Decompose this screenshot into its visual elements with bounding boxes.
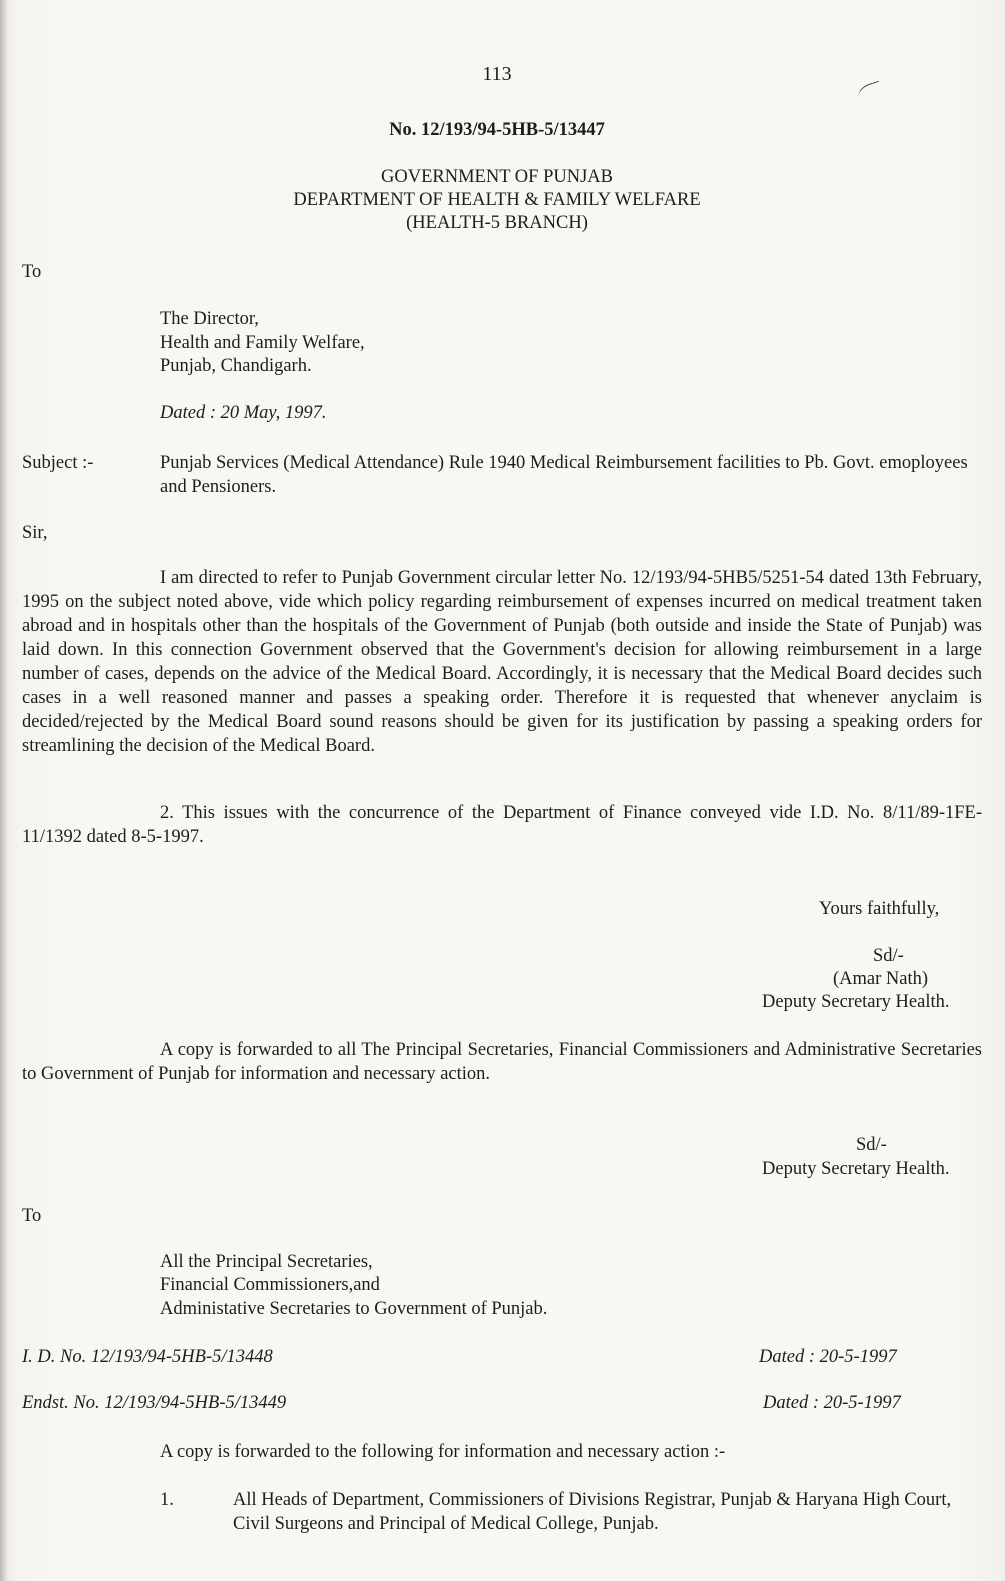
signature-sd: Sd/-: [856, 1135, 887, 1155]
letter-number: No. 12/193/94-5HB-5/13447: [389, 120, 605, 140]
reference-date: Dated : 20-5-1997: [759, 1347, 897, 1367]
to-label: To: [22, 1206, 42, 1226]
addressee-line: The Director,: [160, 309, 259, 329]
subject-text: Punjab Services (Medical Attendance) Rule 1940 Medical Reimbursement facilities to Pb. Govt. emoployees and Pensioners.: [160, 453, 968, 497]
list-item-text: All Heads of Department, Commissioners of Divisions Registrar, Punjab & Haryana High Court, Civil Surgeons and Principal of Medical College, Punjab.: [233, 1490, 952, 1534]
department-heading: DEPARTMENT OF HEALTH & FAMILY WELFARE: [293, 190, 701, 210]
addressee-line: Health and Family Welfare,: [160, 333, 365, 353]
list-item-number: 1.: [160, 1490, 174, 1510]
addressee-line: Financial Commissioners,and: [160, 1275, 380, 1295]
reference-number: I. D. No. 12/193/94-5HB-5/13448: [22, 1347, 273, 1367]
copy-forward-intro: A copy is forwarded to the following for information and necessary action :-: [160, 1442, 726, 1462]
government-heading: GOVERNMENT OF PUNJAB: [381, 167, 613, 187]
body-paragraph-1: I am directed to refer to Punjab Government circular letter No. 12/193/94-5HB5/5251-54 dated 13th February, 1995 on the subject noted above, vide which policy regarding reimbursement of expenses incurred on medical treatment taken abroad and in hospitals other than the hospitals of the Government of Punjab (both outside and inside the State of Punjab) was laid down. In this connection Government observed that the Government's decision for allowing reimbursement in a large number of cases, depends on the advice of the Medical Board. Accordingly, it is necessary that the Medical Board decides such cases in a well reasoned manner and passes a speaking order. Therefore it is requested that whenever anyclaim is decided/rejected by the Medical Board sound reasons should be given for its justification by passing a speaking orders for streamlining the decision of the Medical Board.: [22, 568, 982, 756]
scan-edge-shadow: [0, 0, 8, 1581]
reference-date: Dated : 20-5-1997: [763, 1393, 901, 1413]
to-label: To: [22, 262, 42, 282]
branch-heading: (HEALTH-5 BRANCH): [406, 213, 588, 233]
addressee-line: Administative Secretaries to Government of Punjab.: [160, 1299, 548, 1319]
signature-sd: Sd/-: [873, 946, 904, 966]
body-paragraph-2: 2. This issues with the concurrence of the Department of Finance conveyed vide I.D. No. 8/11/89-1FE-11/1392 dated 8-5-1997.: [22, 803, 982, 847]
addressee-line: All the Principal Secretaries,: [160, 1252, 373, 1272]
salutation: Sir,: [22, 523, 48, 543]
addressee-line: Punjab, Chandigarh.: [160, 356, 312, 376]
copy-forward-paragraph: A copy is forwarded to all The Principal Secretaries, Financial Commissioners and Administrative Secretaries to Government of Punjab for information and necessary action.: [22, 1040, 982, 1084]
pen-mark: [856, 81, 884, 105]
signatory-designation: Deputy Secretary Health.: [762, 992, 950, 1012]
closing: Yours faithfully,: [819, 899, 940, 919]
page-number: 113: [482, 63, 512, 85]
signatory-name: (Amar Nath): [833, 969, 929, 989]
reference-number: Endst. No. 12/193/94-5HB-5/13449: [22, 1393, 287, 1413]
subject-label: Subject :-: [22, 453, 94, 473]
signatory-designation: Deputy Secretary Health.: [762, 1159, 950, 1179]
letter-date: Dated : 20 May, 1997.: [160, 403, 327, 423]
